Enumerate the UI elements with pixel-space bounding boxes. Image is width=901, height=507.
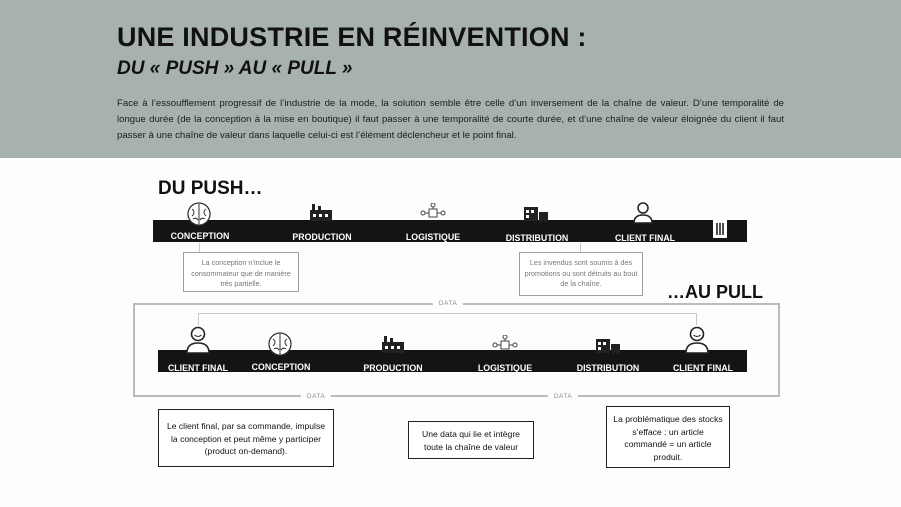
push-label: DU PUSH… (158, 178, 263, 199)
pull-box-left: Le client final, par sa commande, impulse la conception et peut même y participer (product on-demand). (158, 409, 334, 467)
pull-step-label: CLIENT FINAL (167, 363, 229, 373)
brain-icon (267, 331, 293, 359)
page-title: UNE INDUSTRIE EN RÉINVENTION : (117, 22, 587, 52)
person-icon (684, 326, 710, 354)
pull-step-label: CONCEPTION (251, 362, 311, 372)
pull-step-label: DISTRIBUTION (576, 363, 640, 373)
trash-icon (710, 214, 730, 240)
connector-line (199, 243, 200, 252)
person-icon (185, 326, 211, 354)
data-arrow-top (198, 313, 696, 314)
data-label-bottom-left: DATA (301, 393, 331, 400)
push-note-left: La conception n’inclue le consommateur que de manière très partielle. (183, 252, 299, 292)
pull-label: …AU PULL (667, 282, 763, 302)
pull-box-right: La problématique des stocks s’efface : un article commandé = un article produit. (606, 406, 730, 468)
brain-icon (186, 201, 212, 229)
pull-step-label: LOGISTIQUE (477, 363, 533, 373)
push-step-label: CLIENT FINAL (614, 233, 676, 243)
push-step-label: LOGISTIQUE (405, 232, 461, 242)
pull-step-label: CLIENT FINAL (672, 363, 734, 373)
data-arrow-left-drop (198, 313, 199, 325)
pull-step-label: PRODUCTION (363, 363, 423, 373)
network-icon (492, 335, 518, 355)
factory-icon (380, 334, 406, 354)
data-label-bottom-right: DATA (548, 393, 578, 400)
factory-icon (308, 202, 334, 222)
push-step-label: DISTRIBUTION (505, 233, 569, 243)
network-icon (420, 203, 446, 223)
connector-line (580, 243, 581, 252)
store-truck-icon (594, 335, 622, 355)
data-label-top: DATA (433, 300, 463, 307)
push-step-label: CONCEPTION (170, 231, 230, 241)
store-truck-icon (522, 203, 550, 223)
page-subtitle: DU « PUSH » AU « PULL » (117, 58, 353, 79)
pull-box-center: Une data qui lie et intègre toute la chaîne de valeur (408, 421, 534, 459)
data-arrow-right-drop (696, 313, 697, 325)
push-note-right: Les invendus sont soumis à des promotions ou sont détruits au bout de la chaîne. (519, 252, 643, 296)
push-step-label: PRODUCTION (292, 232, 352, 242)
header-banner (0, 0, 901, 158)
person-icon (632, 202, 654, 224)
pull-chain-bar (158, 350, 747, 372)
intro-paragraph: Face à l’essoufflement progressif de l’industrie de la mode, la solution semble être celle d’un inversement de la chaîne de valeur. D’une temporalité de longue durée (de la conception à la mise en boutique) il faut passer à une temporalité de courte durée, et d’une chaîne de valeur éloignée du client il faut passer à une chaîne de valeur dans laquelle celui-ci est l’élément déclencheur et le point final. (117, 98, 784, 141)
